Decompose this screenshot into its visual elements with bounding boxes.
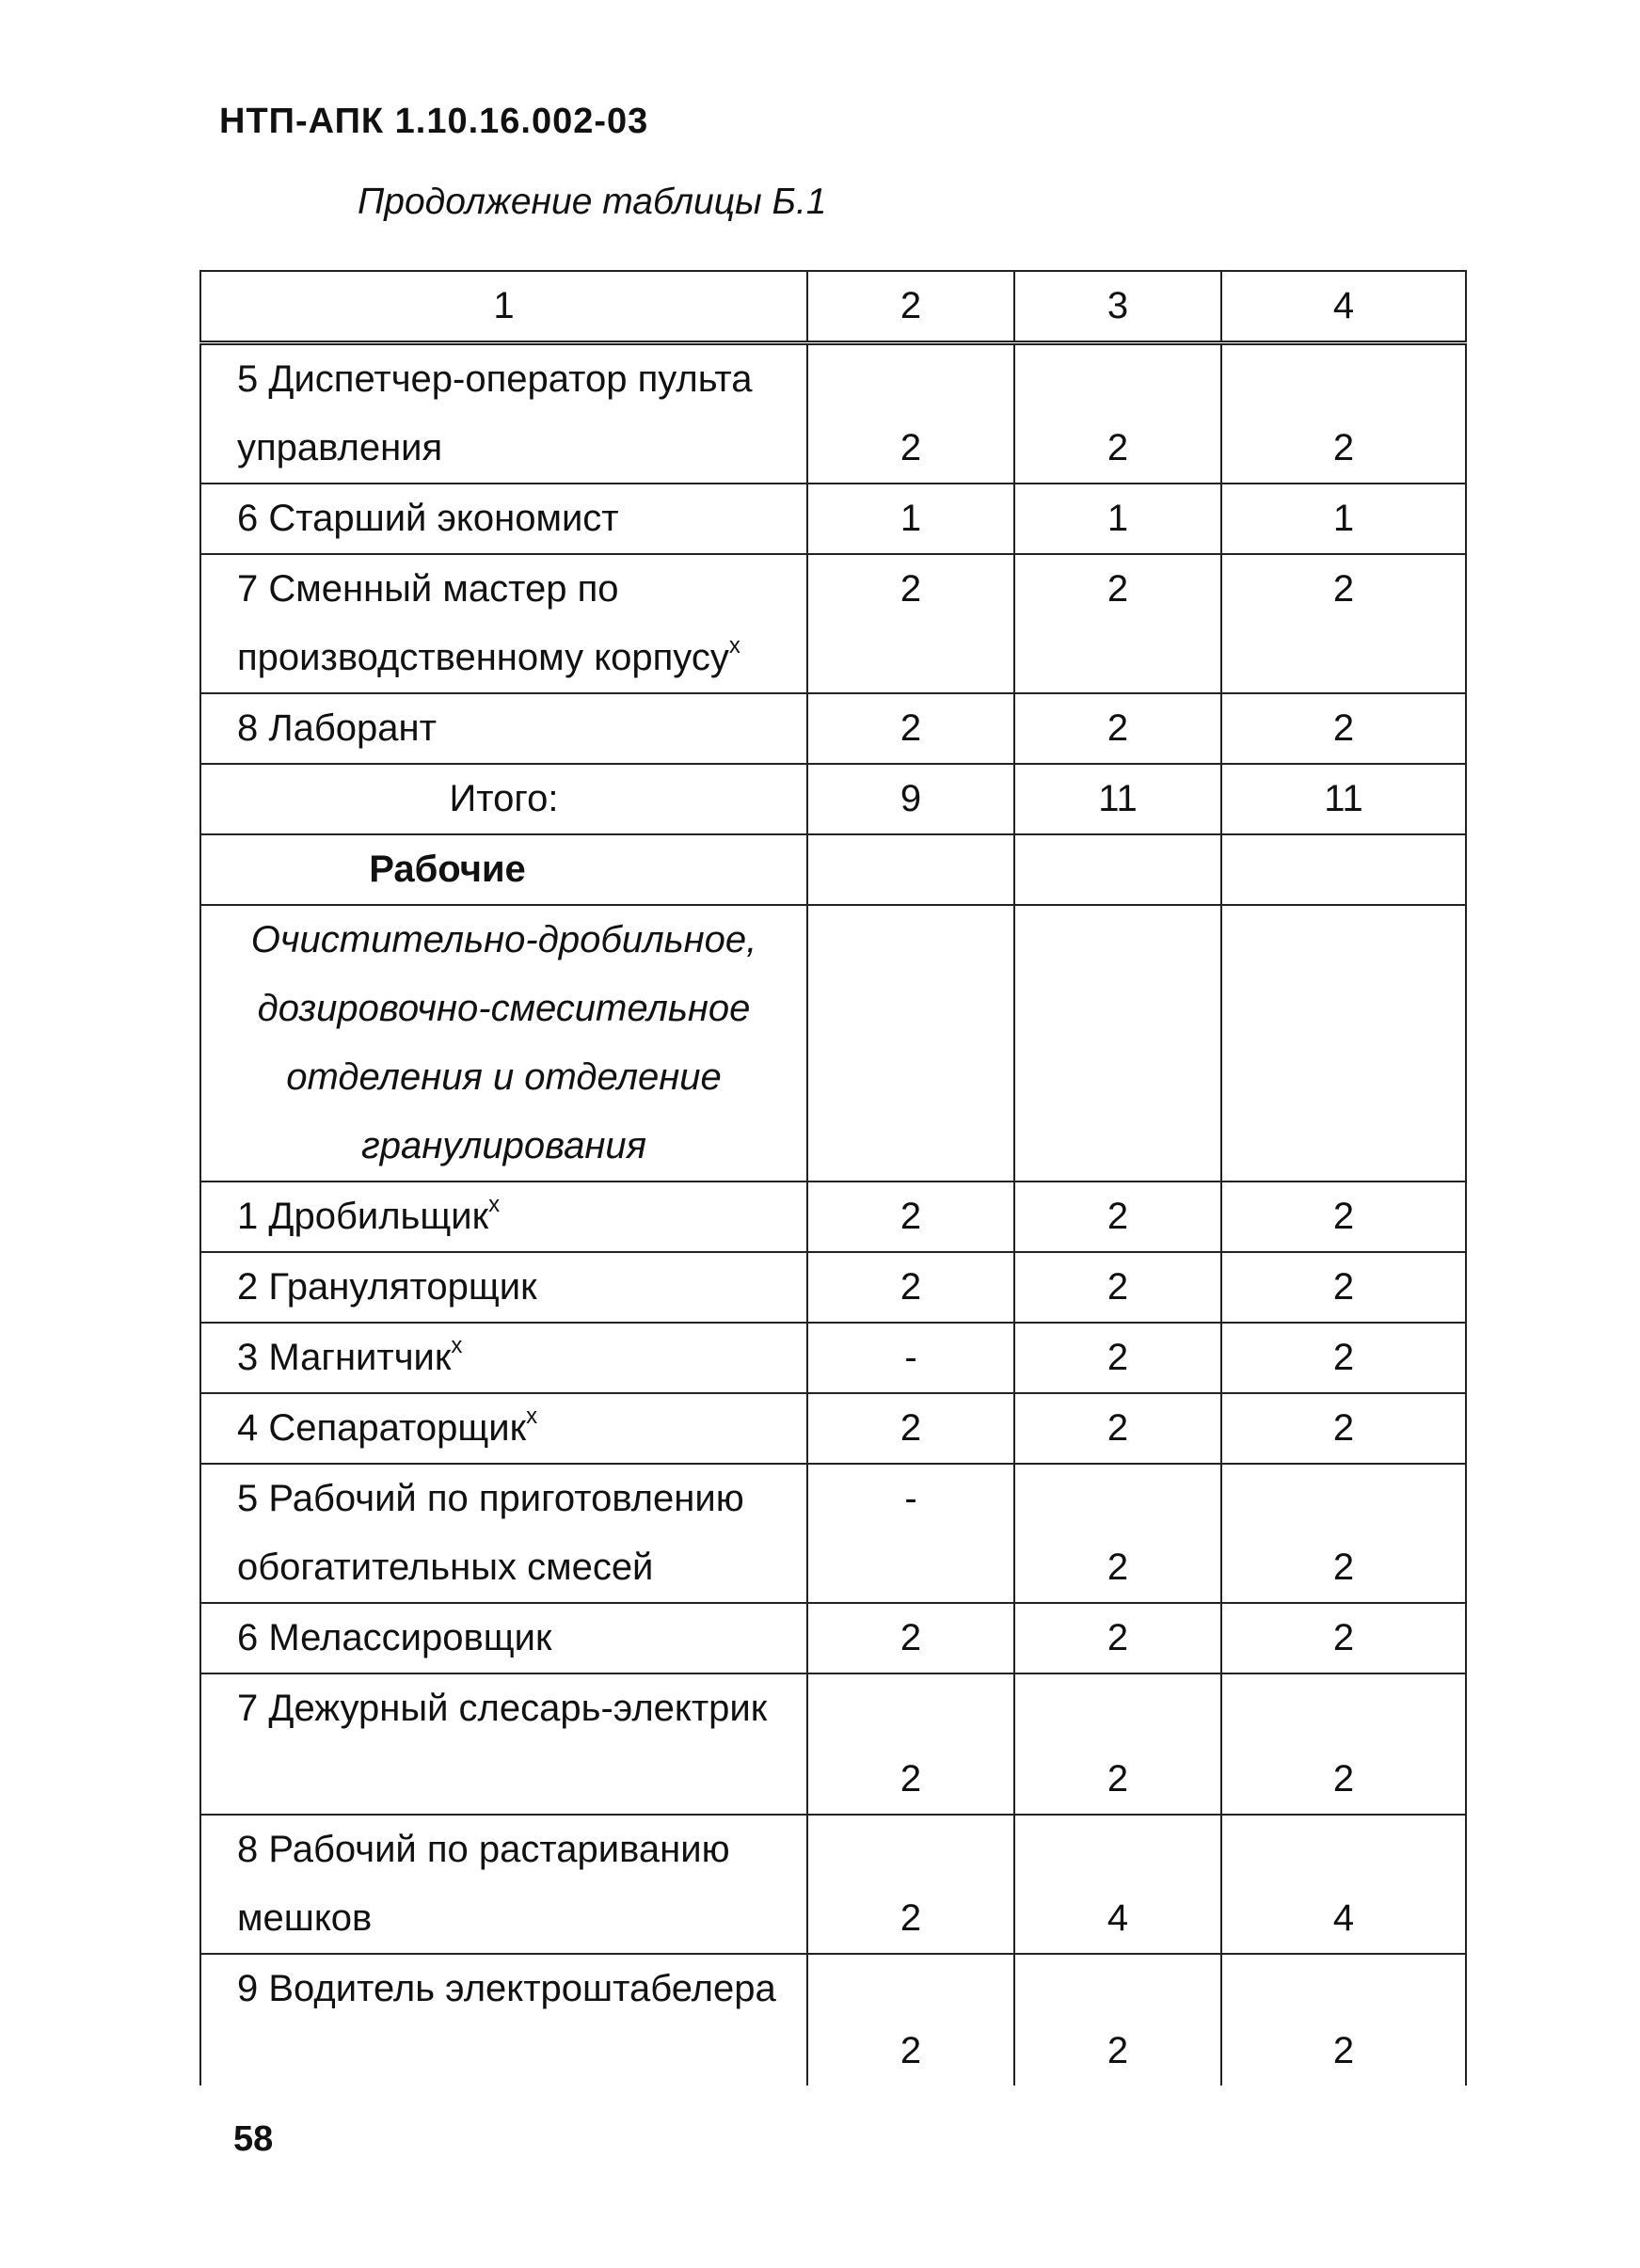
footnote-mark: x [488, 1192, 501, 1217]
table-row [200, 1252, 1466, 1323]
table-row [200, 1954, 1466, 2086]
table-row [200, 1323, 1466, 1393]
row-value: 1 [807, 484, 1014, 554]
footnote-mark: x [728, 633, 740, 658]
row-value: 2 [1014, 1252, 1221, 1323]
row-value: 2 [1221, 1393, 1466, 1464]
row-value [807, 905, 1014, 1182]
row-value: 2 [807, 1954, 1014, 2086]
table-row [200, 554, 1466, 693]
row-name: 2 Грануляторщик [237, 1266, 537, 1308]
row-name: 5 Рабочий по приготовлению обогатительных смесей [237, 1478, 744, 1588]
row-value: 2 [1221, 1252, 1466, 1323]
total-label: Итого: [200, 764, 807, 834]
row-value: 2 [1014, 1393, 1221, 1464]
row-name: 8 Лаборант [237, 707, 437, 749]
row-value: 2 [1221, 693, 1466, 764]
row-value: 2 [1221, 1182, 1466, 1252]
row-value: 2 [1221, 1323, 1466, 1393]
row-value [1221, 834, 1466, 905]
row-value: 2 [1014, 1673, 1221, 1815]
table-caption: Продолжение таблицы Б.1 [358, 182, 827, 222]
row-value: 2 [1014, 1954, 1221, 2086]
column-header: 4 [1221, 271, 1466, 343]
column-header: 3 [1014, 271, 1221, 343]
document-code: НТП-АПК 1.10.16.002-03 [219, 102, 649, 141]
row-value: - [807, 1323, 1014, 1393]
row-name: 1 Дробильщик [237, 1196, 489, 1237]
row-value: 2 [807, 1182, 1014, 1252]
section-title: Рабочие [200, 834, 807, 905]
row-name: 3 Магнитчик [237, 1337, 452, 1378]
row-name: 9 Водитель электроштабелера [237, 1968, 776, 2009]
row-value: 2 [807, 1393, 1014, 1464]
page-number: 58 [233, 2119, 274, 2159]
row-value: 2 [807, 554, 1014, 693]
table-row [200, 693, 1466, 764]
row-value: 4 [1014, 1815, 1221, 1954]
table-row [200, 1603, 1466, 1673]
section-row [200, 834, 1466, 905]
footnote-mark: x [526, 1404, 538, 1429]
table-row [200, 1673, 1466, 1815]
row-value: 2 [807, 1603, 1014, 1673]
column-header: 2 [807, 271, 1014, 343]
row-value: 2 [1014, 1182, 1221, 1252]
staff-table [199, 270, 1467, 2086]
subsection-title: Очистительно-дробильное, дозировочно-смесительное отделения и отделение гранулирования [200, 905, 807, 1182]
row-value: 4 [1221, 1815, 1466, 1954]
subsection-row [200, 905, 1466, 1182]
row-value: 2 [1014, 343, 1221, 484]
footnote-mark: x [451, 1333, 463, 1358]
row-value: 1 [1014, 484, 1221, 554]
row-value: 2 [1221, 1464, 1466, 1603]
table-row [200, 484, 1466, 554]
row-value [1014, 834, 1221, 905]
row-name: 7 Сменный мастер по производственному корпусу [237, 568, 729, 678]
table-row [200, 343, 1466, 484]
row-value: 2 [807, 693, 1014, 764]
row-value: 2 [807, 1673, 1014, 1815]
row-value: 2 [807, 343, 1014, 484]
column-header: 1 [200, 271, 807, 343]
row-value: 11 [1014, 764, 1221, 834]
row-value: 11 [1221, 764, 1466, 834]
row-name: 6 Мелассировщик [237, 1617, 552, 1658]
row-value: 2 [1221, 554, 1466, 693]
row-value [1014, 905, 1221, 1182]
row-value: 2 [807, 1252, 1014, 1323]
row-value: 1 [1221, 484, 1466, 554]
row-value [1221, 905, 1466, 1182]
table-header-row [200, 271, 1466, 343]
row-name: 5 Диспетчер-оператор пульта управления [237, 358, 753, 468]
row-value: 2 [1221, 1673, 1466, 1815]
row-value: 2 [1221, 343, 1466, 484]
row-value: - [807, 1464, 1014, 1603]
row-name: 8 Рабочий по растариванию мешков [237, 1829, 730, 1939]
row-value: 2 [1014, 1464, 1221, 1603]
total-row [200, 764, 1466, 834]
row-value: 2 [1014, 1603, 1221, 1673]
table-row [200, 1815, 1466, 1954]
row-value: 2 [1221, 1603, 1466, 1673]
row-value: 9 [807, 764, 1014, 834]
row-value: 2 [807, 1815, 1014, 1954]
row-value: 2 [1014, 693, 1221, 764]
row-value: 2 [1014, 554, 1221, 693]
row-value [807, 834, 1014, 905]
row-value: 2 [1014, 1323, 1221, 1393]
row-value: 2 [1221, 1954, 1466, 2086]
row-name: 4 Сепараторщик [237, 1407, 527, 1449]
table-row [200, 1393, 1466, 1464]
row-name: 7 Дежурный слесарь-электрик [237, 1688, 768, 1729]
row-name: 6 Старший экономист [237, 498, 619, 539]
table-row [200, 1182, 1466, 1252]
table-row [200, 1464, 1466, 1603]
